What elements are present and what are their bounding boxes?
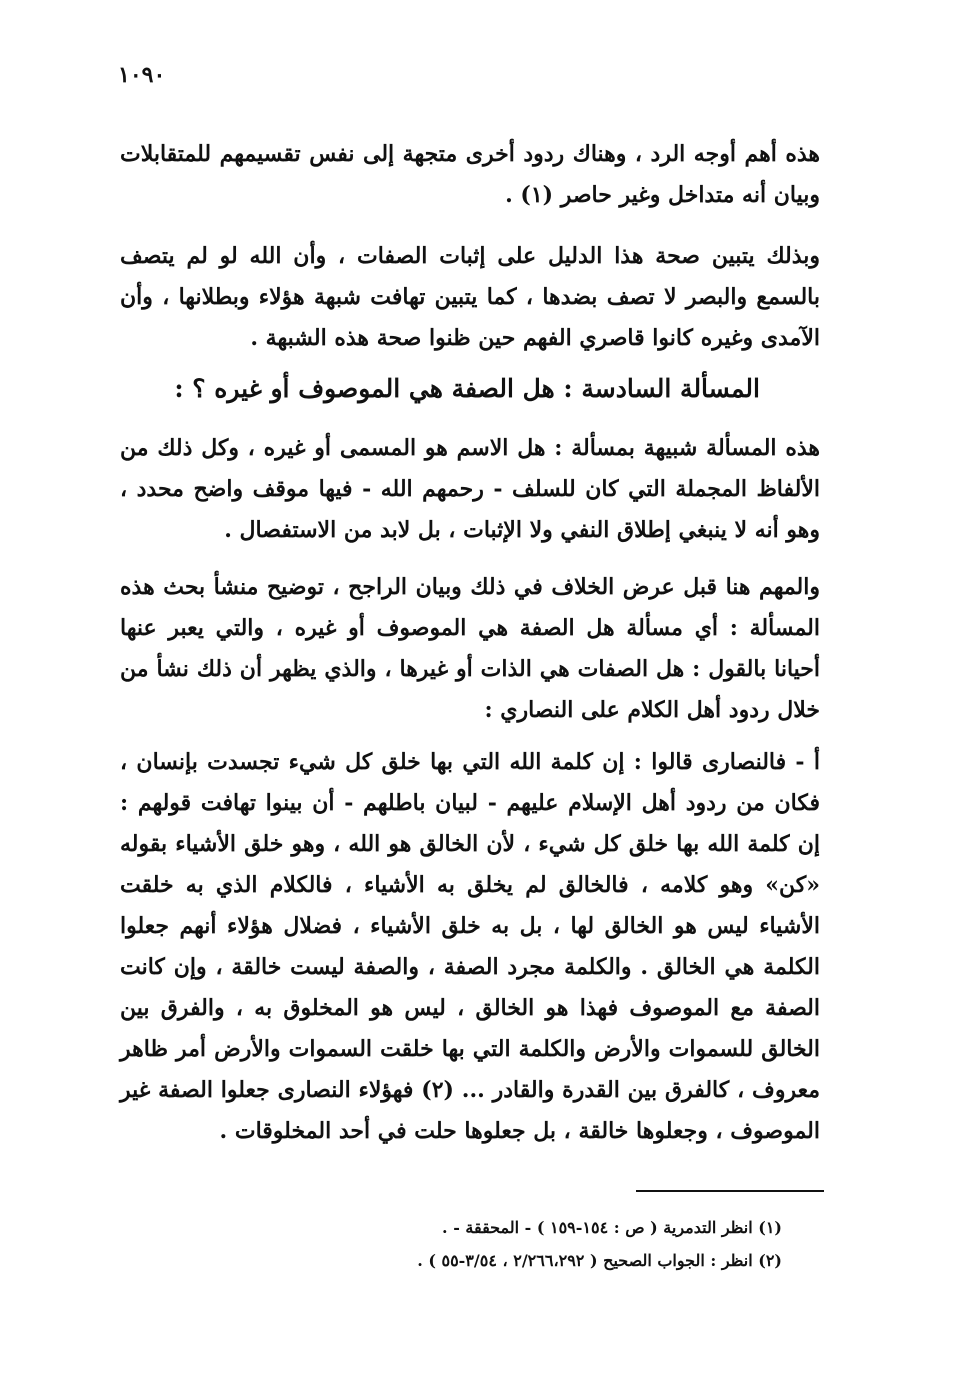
section-heading: المسألة السادسة : هل الصفة هي الموصوف أو غيره ؟ :: [174, 374, 760, 403]
paragraph-christians: أ - فالنصارى قالوا : إن كلمة الله التي بها خلق كل شيء تجسدت بإنسان ، فكان من ردود أهل الإسلام عليهم - لبيان باطلهم - أن بينوا تهافت قولهم : إن كلمة الله بها خلق كل شيء ، لأن الخالق هو الله ، وهو خلق الأشياء بقوله «كن» وهو كلامه ، فالخالق لم يخلق به الأشياء ، فالكلام الذي به خلقت الأشياء ليس هو الخالق لها ، بل به خلق الأشياء ، فضلال هؤلاء أنهم جعلوا الكلمة هي الخالق . والكلمة مجرد الصفة ، والصفة ليست خالقة ، وإن كانت الصفة مع الموصوف فهذا هو الخالق ، ليس هو المخلوق به ، والفرق بين الخالق للسموات والأرض والكلمة التي بها خلقت السموات والأرض أمر ظاهر معروف ، كالفرق بين القدرة والقادر ... (٢) فهؤلاء النصارى جعلوا الصفة غير الموصوف ، وجعلوها خالقة ، بل جعلوها حلت في أحد المخلوقات .: [120, 749, 820, 1144]
paragraph-intro: هذه المسألة شبيهة بمسألة : هل الاسم هو المسمى أو غيره ، وكل ذلك من الألفاظ المجملة التي كان للسلف - رحمهم الله - فيها موقف واضح محدد ، وهو أنه لا ينبغي إطلاق النفي ولا الإثبات ، بل لابد من الاستفصال .: [120, 435, 820, 543]
footnote-2: (٢) انظر : الجواب الصحيح ( ٢/٢٦٦،٢٩٢ ، ٣/٥٤-٥٥ ) .: [417, 1251, 782, 1270]
footnote-1: (١) انظر التدمرية ( ص : ١٥٤-١٥٩ ) - المحققة - .: [442, 1218, 782, 1237]
page-number: ١٠٩٠: [118, 62, 166, 88]
paragraph-origin: والمهم هنا قبل عرض الخلاف في ذلك وبيان الراجح ، توضيح منشأ بحث هذه المسألة : أي مسألة هل الصفة هي الموصوف أو غيره ، والتي يعبر عنها أحيانا بالقول : هل الصفات هي الذات أو غيرها ، والذي يظهر أن ذلك نشأ من خلال ردود أهل الكلام على النصاري :: [120, 574, 820, 723]
footnote-divider: [636, 1190, 824, 1192]
paragraph-conclusion: وبذلك يتبين صحة هذا الدليل على إثبات الصفات ، وأن الله لو لم يتصف بالسمع والبصر لا تصف بضدها ، كما يتبين تهافت شبهة هؤلاء وبطلانها ، وأن الآمدى وغيره كانوا قاصري الفهم حين ظنوا صحة هذه الشبهة .: [120, 243, 820, 351]
paragraph-rebuttal-summary: هذه أهم أوجه الرد ، وهناك ردود أخرى متجهة إلى نفس تقسيمهم للمتقابلات وبيان أنه متداخل وغير حاصر (١) .: [120, 141, 820, 208]
footnotes: [300, 1211, 782, 1277]
